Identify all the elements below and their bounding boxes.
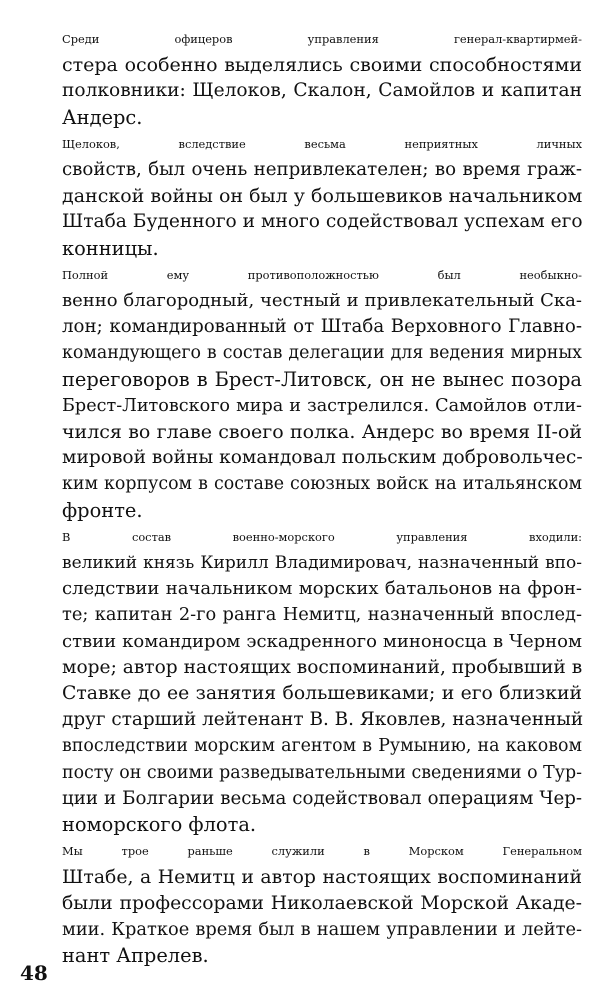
text-line: стера особенно выделялись своими способностями <box>62 54 582 77</box>
text-line: переговоров в Брест-Литовск, он не вынес позора <box>62 367 582 391</box>
text-line: венно благородный, честный и привлекательный Ска- <box>62 290 582 312</box>
text-line: Полной ему противоположностью был необыкно- <box>62 267 582 282</box>
text-line: мировой войны командовал польским добровольчес- <box>62 447 583 469</box>
text-line: В состав военно-морского управления входили: <box>62 529 582 544</box>
text-line: нант Апрелев. <box>62 944 209 968</box>
text-line: ким корпусом в составе союзных войск на итальянском <box>62 474 582 495</box>
paragraph-3 <box>20 262 582 524</box>
text-line: командующего в состав делегации для ведения мирных <box>62 343 582 364</box>
paragraph-1 <box>20 26 582 131</box>
text-line: были профессорами Николаевской Морской Акаде- <box>62 892 582 914</box>
text-line: Среди офицеров управления генерал-квартирмей- <box>62 32 582 46</box>
text-line: великий князь Кирилл Владимировач, назначенный впо- <box>62 553 582 574</box>
text-line: фронте. <box>62 498 143 522</box>
paragraph-2 <box>20 131 582 262</box>
text-line: впоследствии морским агентом в Румынию, на каковом <box>62 736 582 757</box>
text-line: лон; командированный от Штаба Верховного Главно- <box>62 316 582 338</box>
text-line: свойств, был очень непривлекателен; во время граж- <box>62 159 582 181</box>
text-line: номорского флота. <box>62 813 257 837</box>
text-line: те; капитан 2-го ранга Немитц, назначенный впослед- <box>62 604 582 626</box>
text-line: ции и Болгарии весьма содействовал операциям Чер- <box>62 787 582 809</box>
text-line: Ставке до ее занятия большевиками; и его близкий <box>62 683 582 705</box>
page-body <box>20 26 582 969</box>
text-line: друг старший лейтенант В. В. Яковлев, назначенный <box>62 709 584 731</box>
text-line: море; автор настоящих воспоминаний, пробывший в <box>62 656 583 678</box>
paragraph-5 <box>20 838 582 969</box>
text-line: Мы трое раньше служили в Морском Генеральном <box>62 844 582 859</box>
text-line: Щелоков, вследствие весьма неприятных личных <box>62 136 582 151</box>
text-line: ствии командиром эскадренного миноносца в Черном <box>62 630 582 652</box>
text-line: следствии начальником морских батальонов на фрон- <box>62 578 582 600</box>
text-line: Брест-Литовского мира и застрелился. Самойлов отли- <box>62 395 582 416</box>
text-line: данской войны он был у большевиков начальником <box>62 185 583 208</box>
text-line: мии. Краткое время был в нашем управлении и лейте- <box>62 918 582 940</box>
text-line: конницы. <box>62 236 159 260</box>
text-line: Андерс. <box>62 105 143 129</box>
text-line: Штаба Буденного и много содействовал успехам его <box>62 211 583 233</box>
paragraph-4 <box>20 524 582 838</box>
text-line: чился во главе своего полка. Андерс во время II-ой <box>62 421 582 444</box>
page-number: 48 <box>20 961 48 985</box>
text-line: Штабе, а Немитц и автор настоящих воспоминаний <box>62 866 582 888</box>
text-line: полковники: Щелоков, Скалон, Самойлов и капитан <box>62 80 582 102</box>
text-line: посту он своими разведывательными сведениями о Тур- <box>62 762 582 783</box>
